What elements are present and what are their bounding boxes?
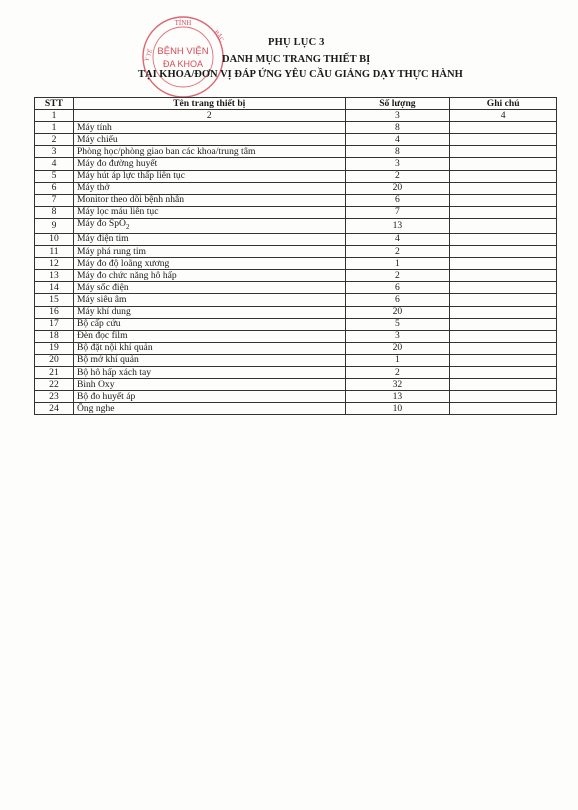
equipment-name: Máy đo chức năng hô hấp (76, 269, 177, 281)
col-header-qty: Số lượng (345, 98, 450, 110)
cell-qty: 1 (345, 258, 450, 270)
document-subtitle: TẠI KHOA/ĐƠN VỊ ĐÁP ỨNG YÊU CẦU GIẢNG DẠY THỰC HÀNH (138, 69, 463, 80)
cell-qty: 4 (345, 233, 450, 245)
cell-stt: 4 (35, 158, 74, 170)
cell-name (73, 194, 345, 206)
cell-stt: 7 (35, 194, 74, 206)
equipment-name: Máy chiếu (76, 133, 118, 145)
cell-name (73, 391, 345, 403)
cell-note (450, 270, 557, 282)
stamp-right-text: BẮC (212, 29, 225, 44)
table-row (35, 354, 557, 366)
equipment-name: Máy khí dung (76, 306, 131, 318)
cell-name (73, 306, 345, 318)
cell-note (450, 366, 557, 378)
stamp-top-text: TỈNH (174, 19, 192, 27)
equipment-table (34, 97, 557, 415)
table-row (35, 194, 557, 206)
cell-note (450, 246, 557, 258)
cell-name (73, 170, 345, 182)
cell-stt: 14 (35, 282, 74, 294)
cell-name (73, 342, 345, 354)
stamp-line1: BỆNH VIỆN (157, 46, 209, 57)
cell-note (450, 318, 557, 330)
cell-qty: 13 (345, 391, 450, 403)
equipment-name: Phòng học/phòng giao ban các khoa/trung tâm (76, 145, 256, 157)
cell-stt: 19 (35, 342, 74, 354)
cell-note (450, 342, 557, 354)
cell-note (450, 182, 557, 194)
col-header-note: Ghi chú (450, 98, 557, 110)
cell-note (450, 258, 557, 270)
document-title: DANH MỤC TRANG THIẾT BỊ (222, 54, 371, 65)
table-row (35, 146, 557, 158)
index-cell: 4 (450, 110, 557, 122)
cell-note (450, 158, 557, 170)
table-row (35, 258, 557, 270)
table-index-row (35, 110, 557, 122)
table-row (35, 330, 557, 342)
table-row (35, 134, 557, 146)
cell-qty: 32 (345, 379, 450, 391)
table-row (35, 158, 557, 170)
table-header-row (35, 98, 557, 110)
cell-qty: 6 (345, 294, 450, 306)
cell-note (450, 391, 557, 403)
cell-qty: 20 (345, 342, 450, 354)
cell-note (450, 354, 557, 366)
cell-name (73, 206, 345, 218)
subscript: 2 (125, 223, 130, 232)
cell-name (73, 282, 345, 294)
cell-name (73, 318, 345, 330)
equipment-name: Máy đo SpO (76, 218, 126, 230)
equipment-name: Máy siêu âm (76, 293, 127, 305)
cell-qty: 8 (345, 146, 450, 158)
equipment-name: Máy thở (76, 182, 110, 194)
equipment-name: Máy đo độ loãng xương (76, 257, 170, 269)
equipment-name: Máy hút áp lực thấp liên tục (76, 170, 185, 182)
table-row (35, 246, 557, 258)
table-row (35, 366, 557, 378)
equipment-name: Bộ đo huyết áp (76, 390, 136, 402)
cell-note (450, 194, 557, 206)
cell-stt: 9 (35, 218, 74, 233)
cell-note (450, 233, 557, 245)
cell-qty: 2 (345, 366, 450, 378)
table-row (35, 391, 557, 403)
table-row (35, 206, 557, 218)
cell-stt: 20 (35, 354, 74, 366)
cell-stt: 21 (35, 366, 74, 378)
index-cell: 1 (35, 110, 74, 122)
cell-qty: 10 (345, 403, 450, 415)
cell-name (73, 122, 345, 134)
table-row (35, 318, 557, 330)
table-row (35, 122, 557, 134)
cell-name (73, 182, 345, 194)
cell-name (73, 246, 345, 258)
cell-name (73, 366, 345, 378)
equipment-name: Bộ mở khí quản (76, 354, 139, 366)
cell-qty: 6 (345, 194, 450, 206)
cell-note (450, 330, 557, 342)
cell-qty: 8 (345, 122, 450, 134)
cell-qty: 7 (345, 206, 450, 218)
table-row (35, 379, 557, 391)
cell-name (73, 270, 345, 282)
cell-name (73, 218, 345, 233)
cell-note (450, 379, 557, 391)
cell-name (73, 294, 345, 306)
index-cell: 3 (345, 110, 450, 122)
cell-qty: 4 (345, 134, 450, 146)
equipment-name: Bộ đặt nội khí quản (76, 342, 153, 354)
table-row (35, 270, 557, 282)
cell-note (450, 206, 557, 218)
table-row (35, 170, 557, 182)
table-row (35, 182, 557, 194)
cell-stt: 15 (35, 294, 74, 306)
cell-stt: 17 (35, 318, 74, 330)
cell-note (450, 146, 557, 158)
cell-name (73, 233, 345, 245)
cell-name (73, 134, 345, 146)
cell-note (450, 122, 557, 134)
cell-note (450, 134, 557, 146)
equipment-name: Máy tính (76, 121, 112, 133)
equipment-name: Máy điện tim (76, 233, 129, 245)
equipment-name: Monitor theo dõi bệnh nhân (76, 194, 185, 206)
cell-note (450, 306, 557, 318)
index-cell: 2 (73, 110, 345, 122)
table-row (35, 342, 557, 354)
cell-stt: 2 (35, 134, 74, 146)
cell-note (450, 294, 557, 306)
hospital-seal-stamp (140, 14, 226, 100)
cell-note (450, 218, 557, 233)
table-row (35, 282, 557, 294)
cell-stt: 6 (35, 182, 74, 194)
cell-qty: 20 (345, 182, 450, 194)
cell-name (73, 403, 345, 415)
cell-stt: 24 (35, 403, 74, 415)
cell-name (73, 158, 345, 170)
cell-qty: 13 (345, 218, 450, 233)
stamp-left-text: Y TẾ (144, 48, 155, 63)
cell-stt: 10 (35, 233, 74, 245)
cell-qty: 2 (345, 246, 450, 258)
table-row (35, 306, 557, 318)
cell-name (73, 146, 345, 158)
cell-qty: 20 (345, 306, 450, 318)
cell-stt: 5 (35, 170, 74, 182)
cell-name (73, 379, 345, 391)
cell-qty: 6 (345, 282, 450, 294)
cell-note (450, 403, 557, 415)
equipment-name: Máy đo đường huyết (76, 158, 158, 170)
table-row (35, 218, 557, 233)
table-row (35, 233, 557, 245)
cell-stt: 22 (35, 379, 74, 391)
equipment-name: Máy sốc điện (76, 281, 129, 293)
cell-qty: 2 (345, 270, 450, 282)
col-header-stt: STT (35, 98, 74, 110)
appendix-label: PHỤ LỤC 3 (268, 37, 325, 48)
equipment-name: Bộ hô hấp xách tay (76, 366, 152, 378)
table-row (35, 294, 557, 306)
stamp-line2: ĐA KHOA (162, 59, 204, 69)
cell-name (73, 354, 345, 366)
cell-stt: 16 (35, 306, 74, 318)
cell-stt: 1 (35, 122, 74, 134)
cell-note (450, 282, 557, 294)
equipment-name: Máy lọc máu liên tục (76, 206, 159, 218)
equipment-name: Ống nghe (76, 402, 115, 414)
equipment-name: Đèn đọc film (76, 330, 128, 342)
table-row (35, 403, 557, 415)
cell-name (73, 258, 345, 270)
cell-stt: 18 (35, 330, 74, 342)
cell-note (450, 170, 557, 182)
cell-qty: 1 (345, 354, 450, 366)
cell-stt: 3 (35, 146, 74, 158)
equipment-name: Bộ cấp cứu (76, 318, 121, 330)
equipment-name: Bình Oxy (76, 378, 115, 390)
cell-qty: 5 (345, 318, 450, 330)
cell-stt: 13 (35, 270, 74, 282)
cell-stt: 23 (35, 391, 74, 403)
cell-stt: 11 (35, 246, 74, 258)
cell-qty: 3 (345, 330, 450, 342)
cell-name (73, 330, 345, 342)
col-header-name: Tên trang thiết bị (73, 98, 345, 110)
cell-qty: 3 (345, 158, 450, 170)
equipment-name: Máy phá rung tim (76, 245, 146, 257)
cell-stt: 8 (35, 206, 74, 218)
cell-qty: 2 (345, 170, 450, 182)
cell-stt: 12 (35, 258, 74, 270)
